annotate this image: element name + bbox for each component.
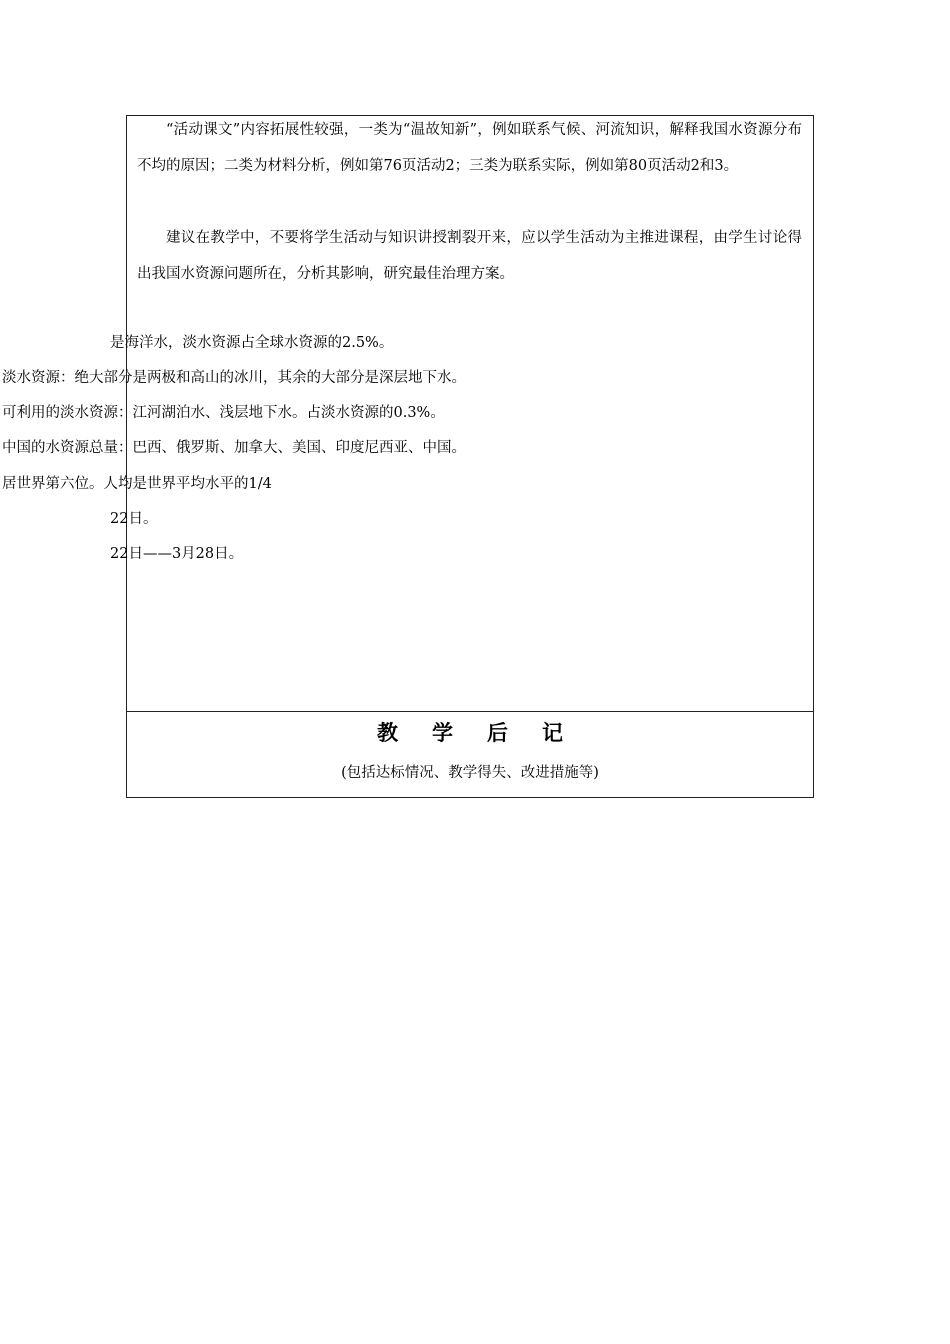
overflow-line-date-range: 22日——3月28日。 xyxy=(110,546,244,562)
overflow-line-freshwater: 淡水资源：绝大部分是两极和高山的冰川，其余的大部分是深层地下水。 xyxy=(2,370,466,386)
activity-text-paragraph: “活动课文”内容拓展性较强，一类为“温故知新”，例如联系气候、河流知识，解释我国水资源分布不均的原因；二类为材料分析，例如第76页活动2；三类为联系实际，例如第80页活动2和3。 xyxy=(137,122,802,174)
teaching-notes-subheading: (包括达标情况、教学得失、改进措施等) xyxy=(341,765,599,781)
overflow-line-world-rank: 居世界第六位。人均是世界平均水平的1/4 xyxy=(2,476,272,492)
overflow-line-ocean-water: 是海洋水，淡水资源占全球水资源的2.5%。 xyxy=(110,335,394,351)
teaching-notes-heading: 教学后记 xyxy=(377,720,597,745)
overflow-line-china-total: 中国的水资源总量：巴西、俄罗斯、加拿大、美国、印度尼西亚、中国。 xyxy=(2,440,466,456)
overflow-line-usable-freshwater: 可利用的淡水资源：江河湖泊水、浅层地下水。占淡水资源的0.3%。 xyxy=(2,405,445,421)
overflow-line-date: 22日。 xyxy=(110,511,158,527)
section-divider xyxy=(126,711,814,712)
teaching-suggestion-paragraph: 建议在教学中，不要将学生活动与知识讲授割裂开来，应以学生活动为主推进课程，由学生讨论得出我国水资源问题所在，分析其影响，研究最佳治理方案。 xyxy=(137,230,802,282)
